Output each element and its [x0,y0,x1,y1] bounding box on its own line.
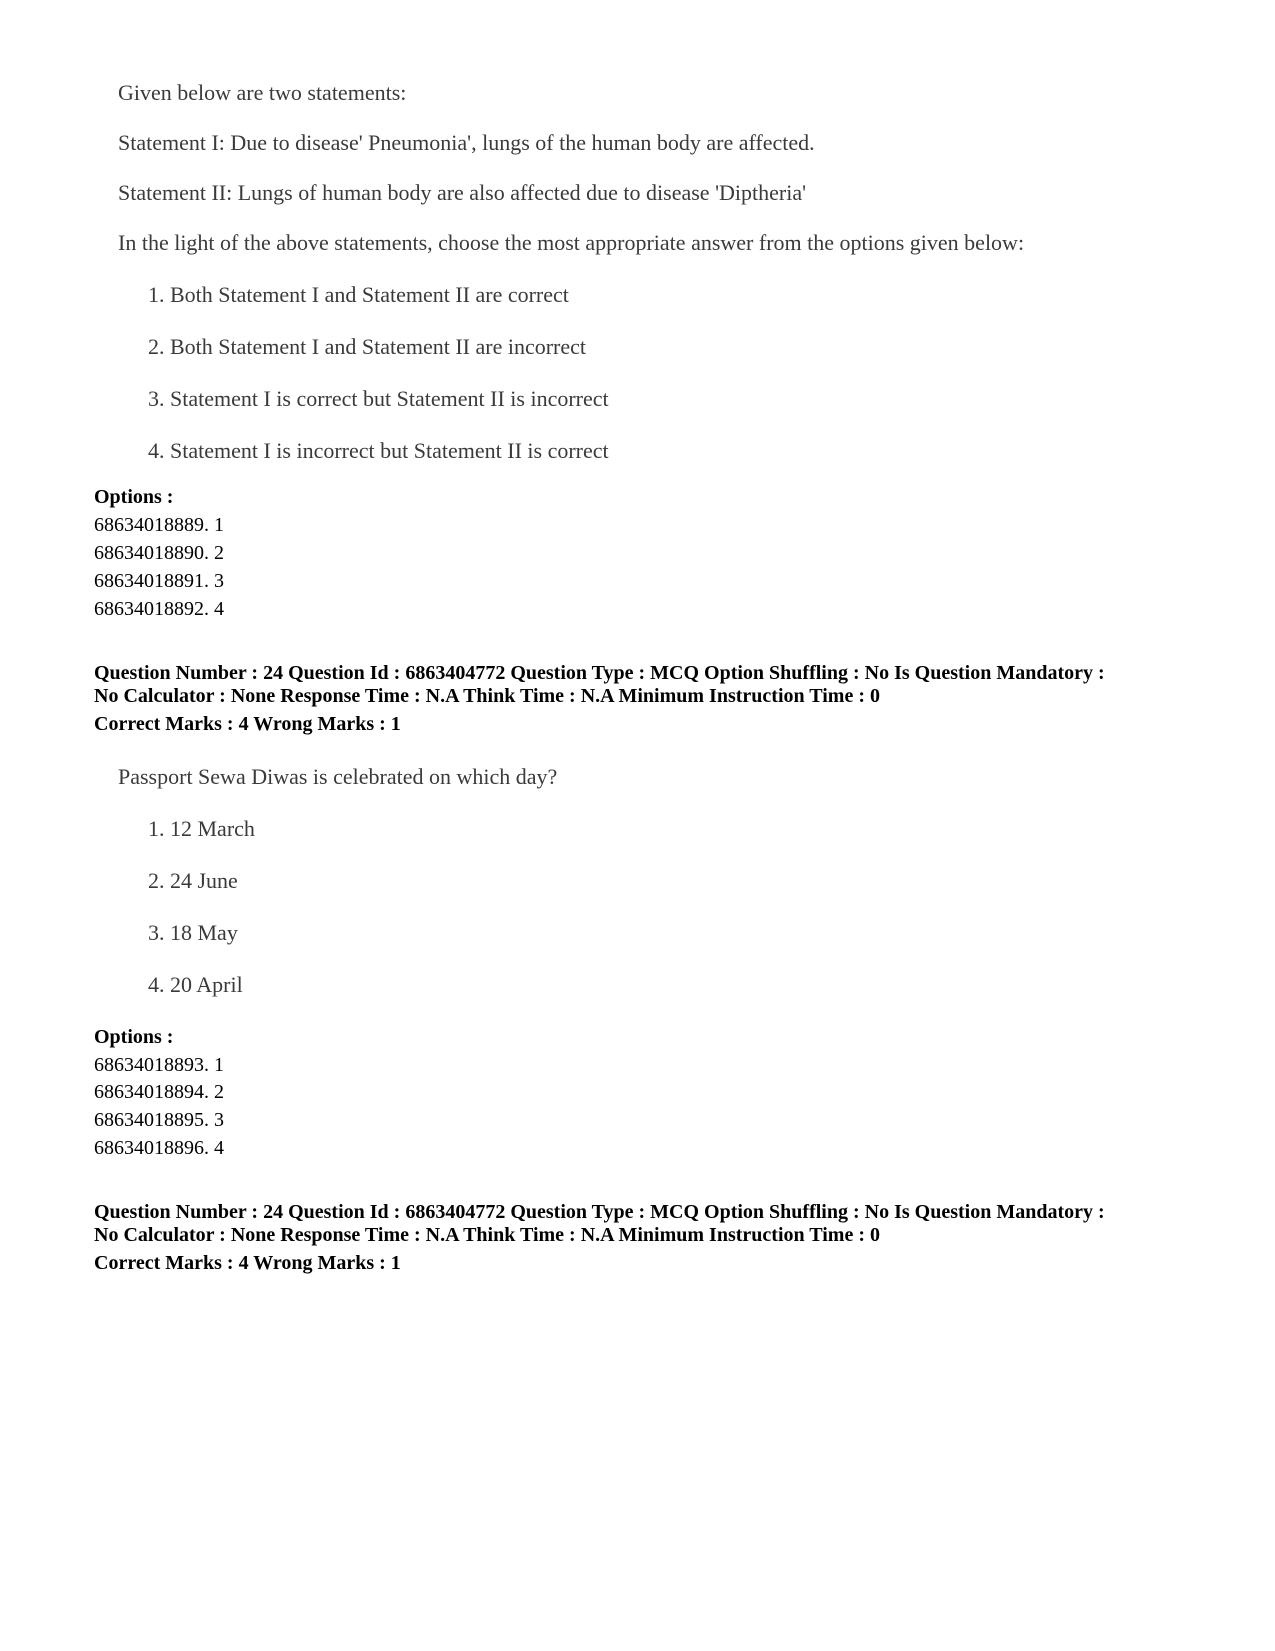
option-id: 68634018890. 2 [94,542,224,564]
question-intro: Given below are two statements: [118,80,407,105]
option-id: 68634018895. 3 [94,1109,224,1131]
question-meta-line: Question Number : 24 Question Id : 6863404772 Question Type : MCQ Option Shuffling : No Is Question Mandatory : [94,662,1105,684]
choice-4: 4. 20 April [148,972,243,997]
marks-line: Correct Marks : 4 Wrong Marks : 1 [94,713,401,735]
choice-1: 1. Both Statement I and Statement II are correct [148,282,569,307]
choice-2: 2. 24 June [148,868,238,893]
question-meta-line: No Calculator : None Response Time : N.A Think Time : N.A Minimum Instruction Time : 0 [94,685,880,707]
choice-4: 4. Statement I is incorrect but Statement II is correct [148,438,609,463]
statement-two: Statement II: Lungs of human body are also affected due to disease 'Diptheria' [118,180,807,205]
question-instruction: In the light of the above statements, choose the most appropriate answer from the options given below: [118,230,1025,255]
choice-1: 1. 12 March [148,816,255,841]
statement-one: Statement I: Due to disease' Pneumonia', lungs of the human body are affected. [118,130,815,155]
choice-2: 2. Both Statement I and Statement II are incorrect [148,334,587,359]
option-id: 68634018894. 2 [94,1081,224,1103]
question-meta-line: No Calculator : None Response Time : N.A Think Time : N.A Minimum Instruction Time : 0 [94,1224,880,1246]
options-heading: Options : [94,1026,174,1048]
option-id: 68634018891. 3 [94,570,224,592]
options-heading: Options : [94,486,174,508]
question-text: Passport Sewa Diwas is celebrated on which day? [118,764,558,789]
option-id: 68634018892. 4 [94,598,224,620]
marks-line: Correct Marks : 4 Wrong Marks : 1 [94,1252,401,1274]
option-id: 68634018893. 1 [94,1054,224,1076]
choice-3: 3. Statement I is correct but Statement II is incorrect [148,386,609,411]
choice-3: 3. 18 May [148,920,238,945]
option-id: 68634018896. 4 [94,1137,224,1159]
question-meta-line: Question Number : 24 Question Id : 6863404772 Question Type : MCQ Option Shuffling : No Is Question Mandatory : [94,1201,1105,1223]
option-id: 68634018889. 1 [94,514,224,536]
